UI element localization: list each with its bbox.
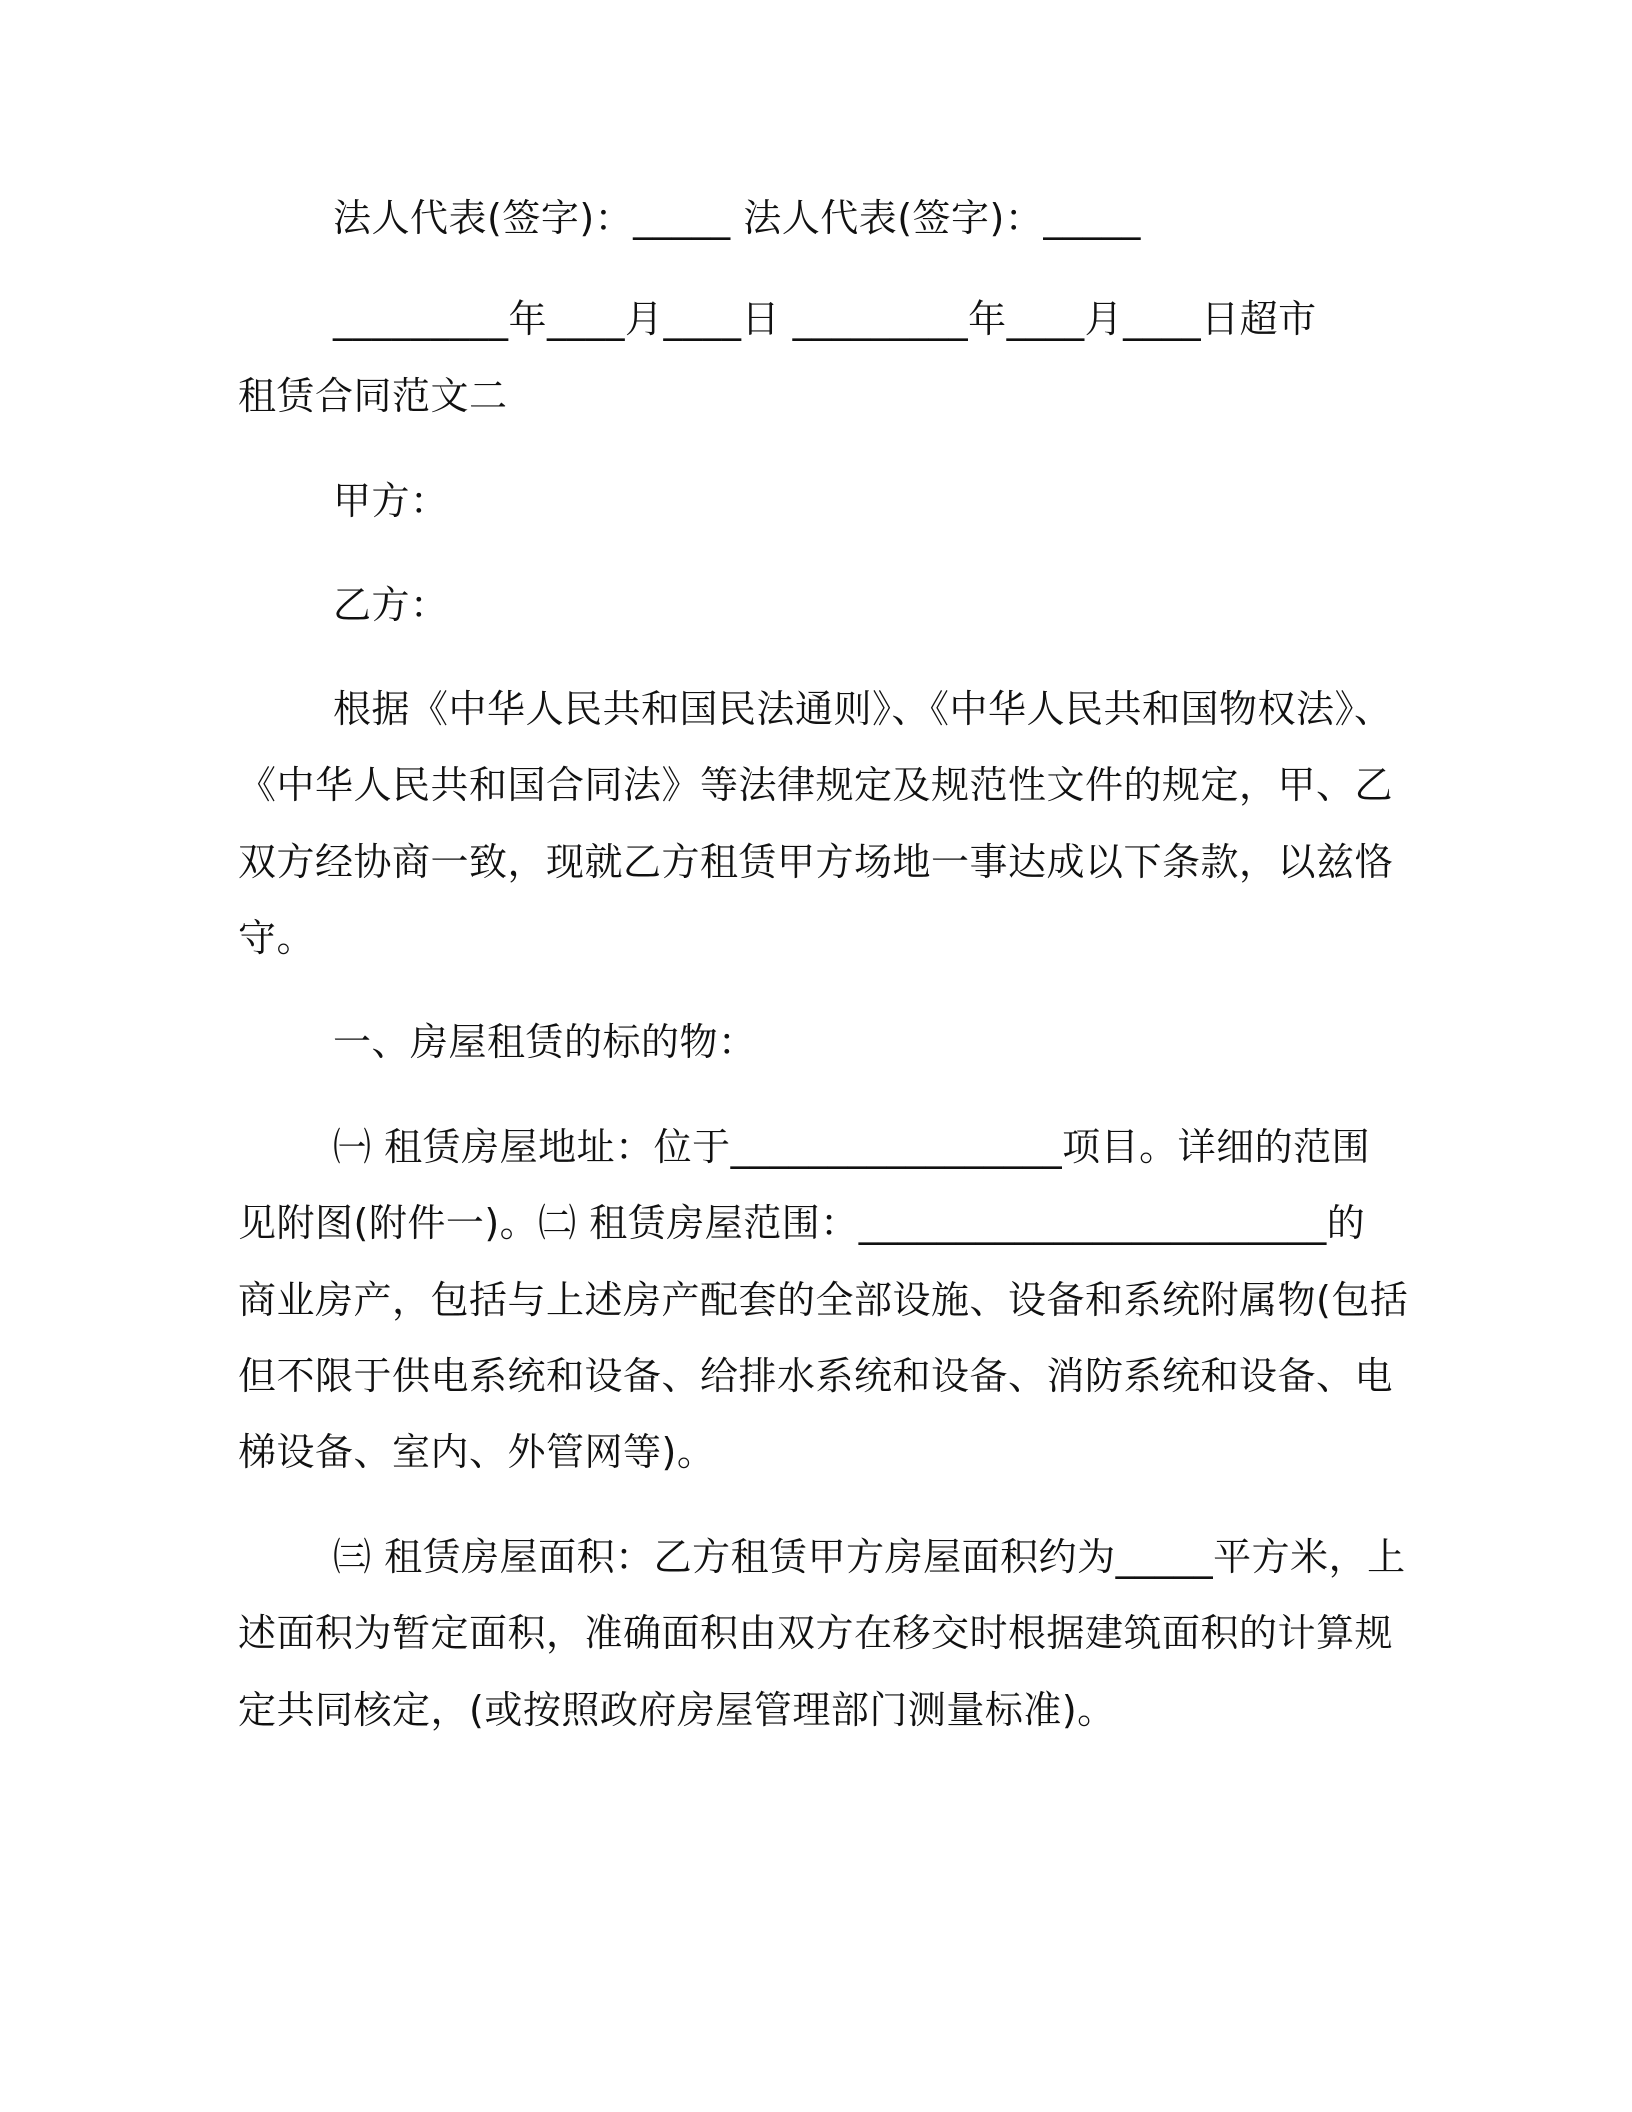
document-title: 租赁合同范文二 <box>238 374 508 418</box>
item-3-line-3: 定共同核定，(或按照政府房屋管理部门测量标准)。 <box>238 1688 1116 1732</box>
date-line: _________年____月____日 _________年____月____日超市 <box>333 297 1317 341</box>
item-1-line-1: ㈠ 租赁房屋地址：位于_________________项目。详细的范围 <box>333 1125 1371 1169</box>
section-1-heading: 一、房屋租赁的标的物： <box>333 1020 757 1064</box>
intro-line-4: 守。 <box>238 916 316 960</box>
intro-line-2: 《中华人民共和国合同法》等法律规定及规范性文件的规定，甲、乙 <box>238 763 1394 807</box>
item-1-line-4: 但不限于供电系统和设备、给排水系统和设备、消防系统和设备、电 <box>238 1354 1394 1398</box>
item-3-line-1: ㈢ 租赁房屋面积：乙方租赁甲方房屋面积约为_____平方米，上 <box>333 1535 1406 1579</box>
item-1-line-5: 梯设备、室内、外管网等)。 <box>238 1430 716 1474</box>
party-b-label: 乙方： <box>333 583 449 627</box>
intro-line-3: 双方经协商一致，现就乙方租赁甲方场地一事达成以下条款，以兹恪 <box>238 840 1394 884</box>
party-a-label: 甲方： <box>333 479 449 523</box>
item-1-line-2: 见附图(附件一)。㈡ 租赁房屋范围：________________________的 <box>238 1201 1366 1245</box>
intro-line-1: 根据《中华人民共和国民法通则》、《中华人民共和国物权法》、 <box>333 687 1393 731</box>
item-1-line-3: 商业房产，包括与上述房产配套的全部设施、设备和系统附属物(包括 <box>238 1278 1409 1322</box>
item-3-line-2: 述面积为暂定面积，准确面积由双方在移交时根据建筑面积的计算规 <box>238 1611 1394 1655</box>
signature-line: 法人代表(签字)：_____ 法人代表(签字)：_____ <box>333 196 1141 240</box>
